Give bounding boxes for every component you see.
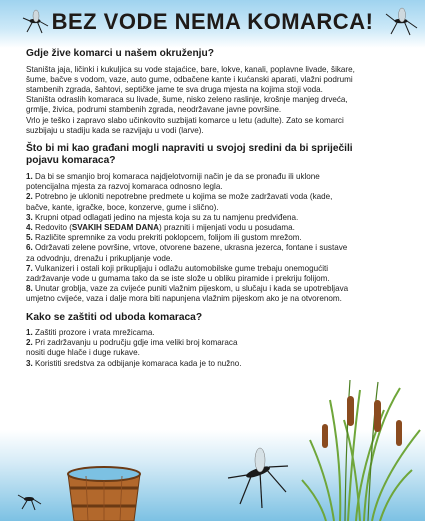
item-number: 7. bbox=[26, 263, 33, 273]
list-item bbox=[26, 233, 406, 243]
item-text: nositi duge hlače i duge rukave. bbox=[26, 348, 140, 358]
heading-line: Što bi mi kao građani mogli napraviti u svojoj sredini da bi spriječili bbox=[26, 142, 353, 154]
prevention-list bbox=[26, 172, 406, 305]
mosquito-icon bbox=[222, 442, 292, 512]
main-content bbox=[26, 48, 406, 369]
item-text: Redovito ( bbox=[35, 222, 72, 232]
page-title: BEZ VODE NEMA KOMARCA! bbox=[51, 9, 374, 34]
item-text: Krupni otpad odlagati jedino na mjesta koja su za tu namjenu predviđena. bbox=[35, 212, 299, 222]
item-number: 2. bbox=[26, 192, 33, 202]
item-number: 1. bbox=[26, 328, 33, 338]
item-text: za odvodnju, drenažu i prikupljanje vode. bbox=[26, 253, 173, 263]
reeds-cattails-icon bbox=[300, 380, 425, 521]
item-text: Unutar groblja, vaze za cvijeće puniti vlažnim pijeskom, u slučaju i kada se upotrebljava bbox=[35, 284, 349, 294]
item-number: 3. bbox=[26, 358, 33, 368]
section-heading-habitats: Gdje žive komarci u našem okruženju? bbox=[26, 48, 214, 59]
text-line: Vrlo je teško i zapravo slabo učinkovito suzbijati komarce u letu (adulte). Zato se komarci bbox=[26, 115, 344, 125]
item-text: bačve, kante, igračke, boce, konzerve, gume i slično). bbox=[26, 202, 219, 212]
text-line: grmlje, živica, podrumi stambenih zgrada, neodržavane javne površine. bbox=[26, 105, 282, 115]
list-item bbox=[26, 172, 406, 192]
list-item bbox=[26, 192, 406, 212]
list-item bbox=[26, 338, 256, 358]
item-text: Koristiti sredstva za odbijanje komaraca kada je to nužno. bbox=[35, 358, 242, 368]
mosquito-icon bbox=[16, 486, 42, 512]
item-number: 3. bbox=[26, 212, 33, 222]
item-text: Da bi se smanjio broj komaraca najdjelotvorniji način je da se pronađu ili uklone bbox=[35, 171, 320, 181]
item-text: ) prazniti i mijenjati vodu u posudama. bbox=[159, 222, 295, 232]
item-text: Održavati zelene površine, vrtove, otvorene bazene, ukrasna jezerca, fontane i sustave bbox=[35, 243, 348, 253]
text-line: Staništa odraslih komaraca su livade, šume, nisko zeleno raslinje, krošnje manjeg drveća, bbox=[26, 95, 348, 105]
item-text: Različite spremnike za vodu prekriti poklopcem, folijom ili gustom mrežom. bbox=[35, 233, 302, 243]
item-number: 2. bbox=[26, 338, 33, 348]
text-line: šume, bačve s vodom, vaze, auto gume, odbačene kante i kućanski aparati, vlažni podrumi bbox=[26, 74, 353, 84]
item-text: umjetno cvijeće, vaza i dalje mora biti napunjena vlažnim pijeskom ako je na otvorenom. bbox=[26, 294, 342, 304]
list-item bbox=[26, 359, 256, 369]
protection-list bbox=[26, 328, 256, 369]
item-text: Vulkanizeri i ostali koji prikupljaju i odlažu automobilske gume trebaju onemogućiti bbox=[35, 263, 329, 273]
item-emphasis: SVAKIH SEDAM DANA bbox=[71, 222, 159, 232]
list-item bbox=[26, 328, 256, 338]
text-line: stambenih zgrada, šahtovi, septičke jame te sva druga mjesta na kojima stoji voda. bbox=[26, 84, 323, 94]
item-number: 6. bbox=[26, 243, 33, 253]
item-text: Zaštiti prozore i vrata mrežicama. bbox=[35, 328, 155, 338]
item-number: 5. bbox=[26, 233, 33, 243]
text-line: Staništa jaja, ličinki i kukuljica su vode stajaćice, bare, lokve, kanali, poplavne livade, šikare, bbox=[26, 64, 355, 74]
section-heading-protection: Kako se zaštiti od uboda komaraca? bbox=[26, 311, 203, 323]
list-item bbox=[26, 284, 406, 304]
heading-line: pojavu komaraca? bbox=[26, 155, 116, 167]
list-item bbox=[26, 264, 406, 284]
item-text: zadržavanje vode u gumama tako da se iste slože u obliku piramide i prekriju folijom. bbox=[26, 273, 330, 283]
item-number: 1. bbox=[26, 171, 33, 181]
item-number: 8. bbox=[26, 284, 33, 294]
habitats-paragraph bbox=[26, 65, 406, 136]
list-item bbox=[26, 223, 406, 233]
item-text: Pri zadržavanju u području gdje ima veliki broj komaraca bbox=[35, 338, 238, 348]
text-line: suzbijaju u stadiju kada se razvijaju u vodi (larve). bbox=[26, 125, 204, 135]
item-number: 4. bbox=[26, 222, 33, 232]
item-text: potencijalna mjesta za razvoj komaraca odnosno legla. bbox=[26, 182, 223, 192]
list-item bbox=[26, 213, 406, 223]
section-heading-prevention bbox=[26, 143, 406, 168]
list-item bbox=[26, 243, 406, 263]
wooden-barrel-with-water-icon bbox=[62, 466, 146, 521]
item-text: Potrebno je ukloniti nepotrebne predmete u kojima se može zadržavati voda (kade, bbox=[35, 192, 333, 202]
